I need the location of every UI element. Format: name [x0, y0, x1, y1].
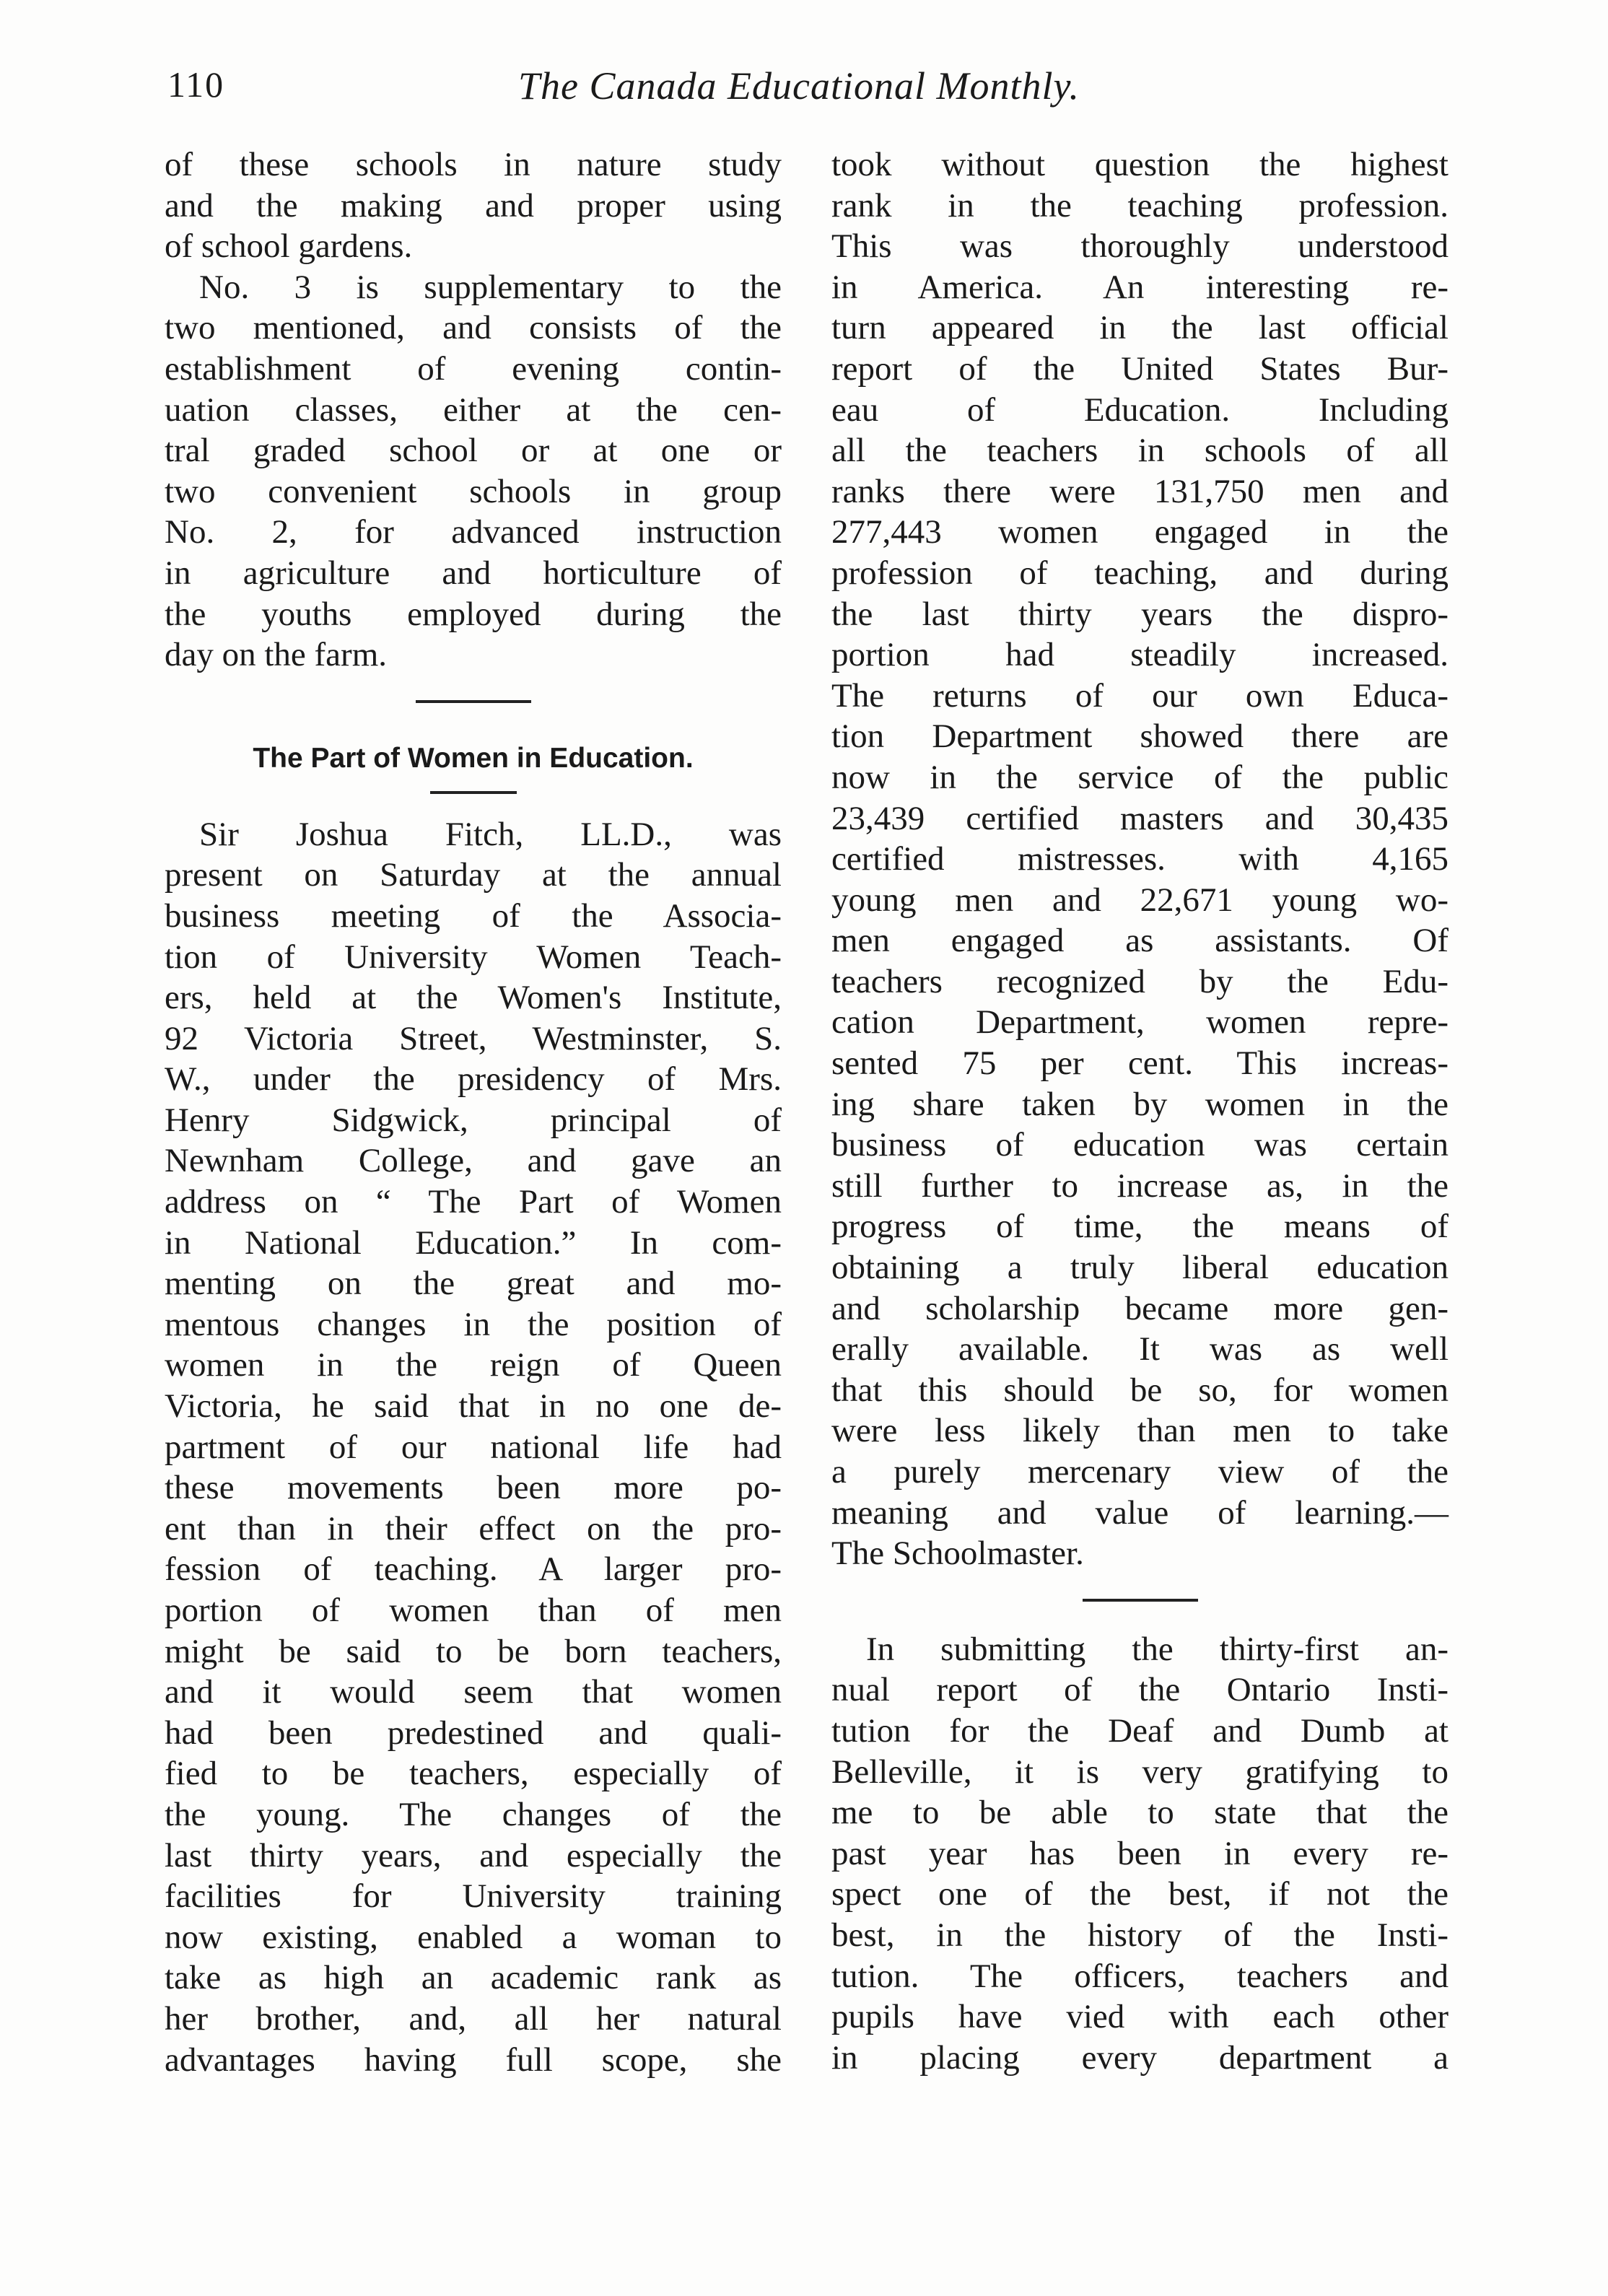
- text-line: Sir Joshua Fitch, LL.D., was: [199, 815, 782, 853]
- left-para-3: [165, 814, 782, 2080]
- text-line: day on the farm.: [165, 636, 388, 674]
- page-number: 110: [167, 64, 225, 105]
- text-line: partment of our national life had: [165, 1428, 782, 1466]
- text-line: in National Education.” In com-: [165, 1223, 782, 1262]
- text-line: Victoria, he said that in no one de-: [165, 1387, 782, 1426]
- text-line: tution. The officers, teachers and: [831, 1957, 1448, 1995]
- right-para-1: [831, 144, 1448, 1574]
- text-line: ent than in their effect on the pro-: [165, 1509, 782, 1548]
- text-line: tion of University Women Teach-: [165, 938, 782, 976]
- text-line: still further to increase as, in the: [831, 1166, 1448, 1205]
- text-line: tral graded school or at one or: [165, 432, 782, 470]
- text-line: facilities for University training: [165, 1877, 782, 1916]
- text-line: last thirty years, and especially the: [165, 1836, 782, 1874]
- text-line: advantages having full scope, she: [165, 2040, 782, 2079]
- text-line: present on Saturday at the annual: [165, 856, 782, 894]
- text-line: spect one of the best, if not the: [831, 1875, 1448, 1913]
- left-column: [165, 144, 782, 2080]
- text-line: 92 Victoria Street, Westminster, S.: [165, 1019, 782, 1057]
- text-line: obtaining a truly liberal education: [831, 1249, 1448, 1287]
- text-line: had been predestined and quali-: [165, 1714, 782, 1752]
- text-line: in agriculture and horticulture of: [165, 554, 782, 592]
- text-line: business meeting of the Associa-: [165, 896, 782, 935]
- text-line: all the teachers in schools of all: [831, 432, 1448, 470]
- spacer: [831, 1602, 1448, 1629]
- text-line: uation classes, either at the cen-: [165, 390, 782, 429]
- text-line: No. 3 is supplementary to the: [199, 268, 782, 306]
- text-line: 23,439 certified masters and 30,435: [831, 799, 1448, 837]
- text-line: menting on the great and mo-: [165, 1265, 782, 1303]
- page-header: [167, 64, 1430, 128]
- text-line: two convenient schools in group: [165, 472, 782, 510]
- text-line: of school gardens.: [165, 227, 413, 266]
- text-line: and scholarship became more gen-: [831, 1289, 1448, 1327]
- text-line: two mentioned, and consists of the: [165, 309, 782, 347]
- spacer: [165, 794, 782, 814]
- text-line: and the making and proper using: [165, 186, 782, 224]
- text-line: report of the United States Bur-: [831, 349, 1448, 388]
- text-line: and it would seem that women: [165, 1673, 782, 1711]
- text-line: in America. An interesting re-: [831, 268, 1448, 306]
- text-line: cation Department, women repre-: [831, 1003, 1448, 1042]
- text-line: No. 2, for advanced instruction: [165, 513, 782, 551]
- text-line: certified mistresses. with 4,165: [831, 840, 1448, 878]
- left-para-2: [165, 267, 782, 676]
- text-line: Henry Sidgwick, principal of: [165, 1101, 782, 1139]
- text-line: meaning and value of learning.—: [831, 1493, 1448, 1532]
- text-line: 277,443 women engaged in the: [831, 513, 1448, 551]
- text-line: ranks there were 131,750 men and: [831, 472, 1448, 510]
- text-line: portion of women than of men: [165, 1592, 782, 1629]
- text-line: The returns of our own Educa-: [831, 676, 1448, 715]
- section-heading: The Part of Women in Education.: [253, 742, 694, 774]
- text-line: ers, held at the Women's Institute,: [165, 979, 782, 1017]
- text-line: teachers recognized by the Edu-: [831, 962, 1448, 1000]
- text-line: young men and 22,671 young wo-: [831, 881, 1448, 919]
- text-line: Newnham College, and gave an: [165, 1142, 782, 1180]
- text-line: the last thirty years the dispro-: [831, 595, 1448, 633]
- text-line: progress of time, the means of: [831, 1208, 1448, 1246]
- text-line: a purely mercenary view of the: [831, 1453, 1448, 1490]
- text-line: best, in the history of the Insti-: [831, 1916, 1448, 1954]
- text-line: tution for the Deaf and Dumb at: [831, 1711, 1448, 1750]
- text-line: nual report of the Ontario Insti-: [831, 1671, 1448, 1709]
- text-line: fied to be teachers, especially of: [165, 1755, 782, 1793]
- text-line: took without question the highest: [831, 146, 1448, 183]
- right-column: [831, 144, 1448, 2078]
- text-line: women in the reign of Queen: [165, 1346, 782, 1384]
- text-line: mentous changes in the position of: [165, 1305, 782, 1343]
- text-line: men engaged as assistants. Of: [831, 922, 1448, 960]
- text-line: now existing, enabled a woman to: [165, 1918, 782, 1956]
- text-line: the youths employed during the: [165, 595, 782, 633]
- text-line: In submitting the thirty-first an-: [866, 1630, 1448, 1668]
- running-title: The Canada Educational Monthly.: [518, 64, 1080, 108]
- text-line: address on “ The Part of Women: [165, 1183, 782, 1221]
- left-para-1: [165, 144, 782, 267]
- text-line: past year has been in every re-: [831, 1834, 1448, 1872]
- text-line: fession of teaching. A larger pro-: [165, 1550, 782, 1589]
- text-line: in placing every department a: [831, 2038, 1448, 2077]
- text-line: profession of teaching, and during: [831, 554, 1448, 592]
- text-line: This was thoroughly understood: [831, 227, 1448, 266]
- text-line: rank in the teaching profession.: [831, 186, 1448, 224]
- text-line: me to be able to state that the: [831, 1794, 1448, 1832]
- text-line: portion had steadily increased.: [831, 636, 1448, 674]
- text-line: take as high an academic rank as: [165, 1959, 782, 1997]
- text-line: erally available. It was as well: [831, 1330, 1448, 1369]
- right-para-2: [831, 1629, 1448, 2079]
- text-line: tion Department showed there are: [831, 717, 1448, 756]
- text-line: her brother, and, all her natural: [165, 1999, 782, 2038]
- text-line: now in the service of the public: [831, 758, 1448, 796]
- text-line: eau of Education. Including: [831, 390, 1448, 429]
- text-line: the young. The changes of the: [165, 1795, 782, 1833]
- text-line: turn appeared in the last official: [831, 309, 1448, 347]
- text-line: might be said to be born teachers,: [165, 1632, 782, 1670]
- text-line: Belleville, it is very gratifying to: [831, 1752, 1448, 1791]
- text-line: that this should be so, for women: [831, 1371, 1448, 1409]
- text-line: these movements been more po-: [165, 1469, 782, 1507]
- text-line: business of education was certain: [831, 1126, 1448, 1164]
- text-line: establishment of evening contin-: [165, 349, 782, 388]
- section-rule: [416, 700, 531, 703]
- text-line: The Schoolmaster.: [831, 1535, 1084, 1573]
- text-line: were less likely than men to take: [831, 1412, 1448, 1450]
- text-line: sented 75 per cent. This increas-: [831, 1044, 1448, 1083]
- text-line: ing share taken by women in the: [831, 1085, 1448, 1123]
- text-line: pupils have vied with each other: [831, 1998, 1448, 2036]
- text-line: of these schools in nature study: [165, 146, 782, 183]
- text-line: W., under the presidency of Mrs.: [165, 1060, 782, 1099]
